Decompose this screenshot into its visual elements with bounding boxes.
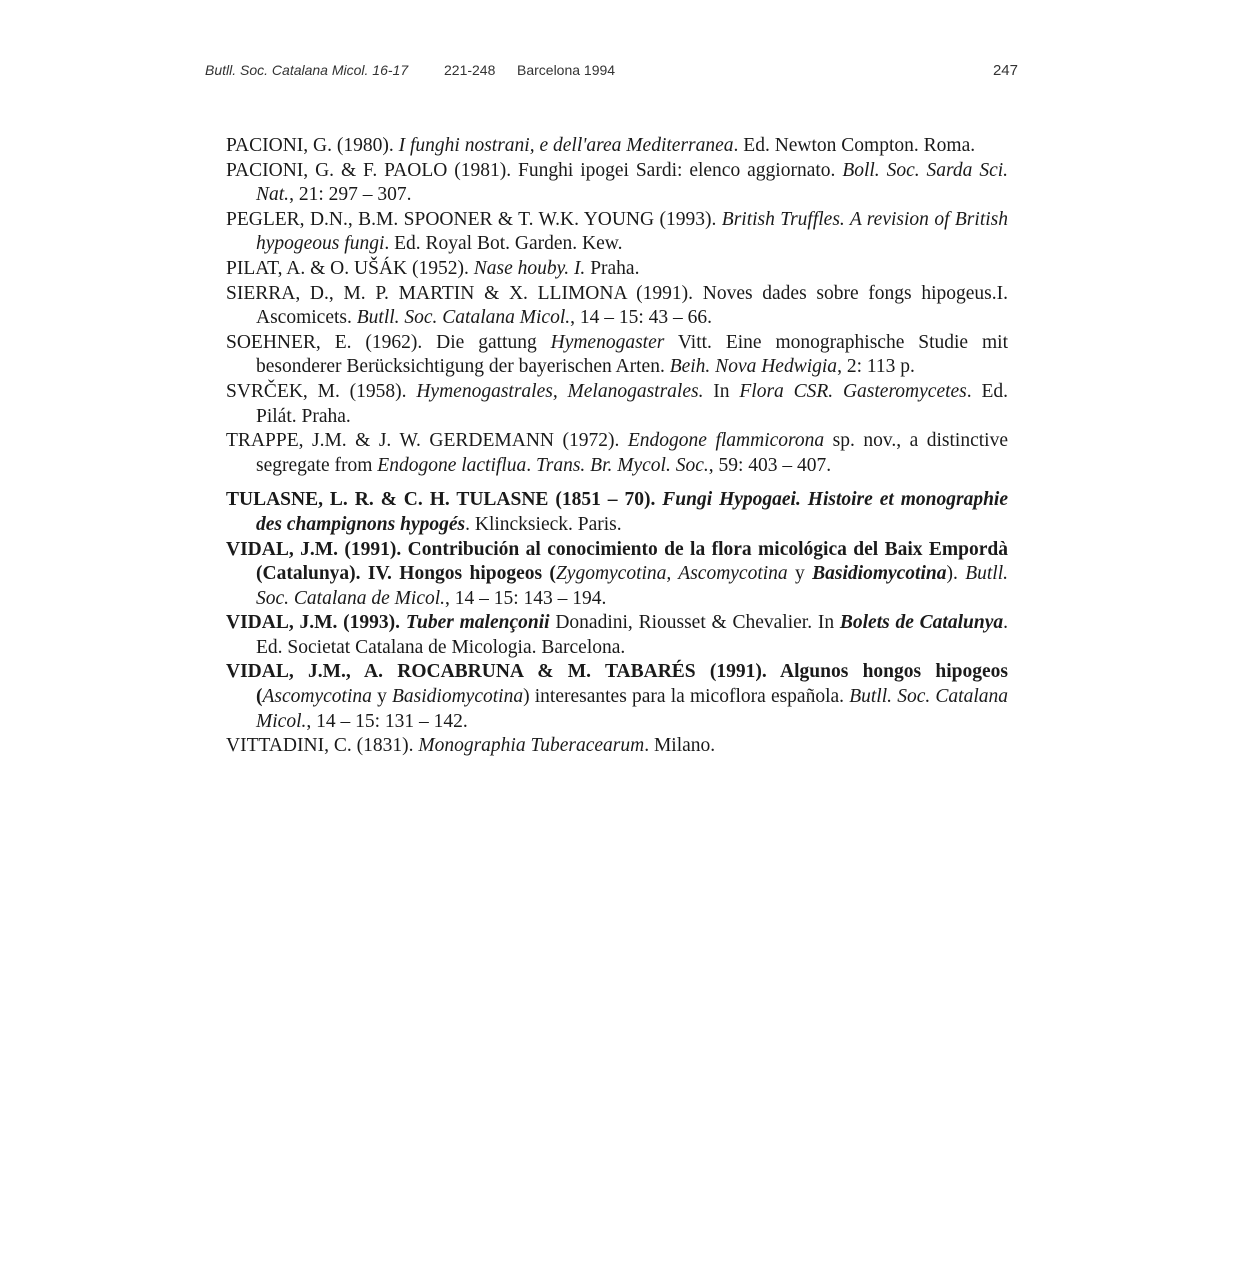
journal-citation: Butll. Soc. Catalana Micol. 16-17 bbox=[205, 62, 409, 78]
reference-entry: VIDAL, J.M., A. ROCABRUNA & M. TABARÉS (1991). Algunos hongos hipogeos (Ascomycotina y Basidiomycotina) interesantes para la micoflora española. Butll. Soc. Catalana Micol., 14 – 15: 131 – 142. bbox=[226, 661, 1008, 732]
place-year: Barcelona 1994 bbox=[517, 62, 616, 78]
reference-entry: SVRČEK, M. (1958). Hymenogastrales, Melanogastrales. In Flora CSR. Gasteromycetes. Ed. Pilát. Praha. bbox=[226, 380, 1009, 427]
reference-entry: TRAPPE, J.M. & J. W. GERDEMANN (1972). Endogone flammicorona sp. nov., a distinctive segregate from Endogone lactiflua. Trans. Br. Mycol. Soc., 59: 403 – 407. bbox=[226, 430, 1008, 476]
reference-entry: TULASNE, L. R. & C. H. TULASNE (1851 – 70). Fungi Hypogaei. Histoire et monographie des champignons hypogés. Klincksieck. Paris. bbox=[226, 489, 1008, 535]
page-number: 247 bbox=[992, 62, 1018, 79]
reference-entry: SIERRA, D., M. P. MARTIN & X. LLIMONA (1991). Noves dades sobre fongs hipogeus.I. Ascomicets. Butll. Soc. Catalana Micol., 14 – 15: 43 – 66. bbox=[226, 282, 1009, 329]
page-range: 221-248 bbox=[444, 62, 496, 78]
reference-entry: PACIONI, G. & F. PAOLO (1981). Funghi ipogei Sardi: elenco aggiornato. Boll. Soc. Sarda Sci. Nat., 21: 297 – 307. bbox=[226, 159, 1009, 206]
reference-entry: VITTADINI, C. (1831). Monographia Tuberacearum. Milano. bbox=[226, 735, 716, 757]
reference-entry: PILAT, A. & O. UŠÁK (1952). Nase houby. I. Praha. bbox=[226, 257, 640, 279]
reference-entry: VIDAL, J.M. (1991). Contribución al conocimiento de la flora micológica del Baix Empordà (Catalunya). IV. Hongos hipogeos (Zygomycotina, Ascomycotina y Basidiomycotina). Butll. Soc. Catalana de Micol., 14 – 15: 143 – 194. bbox=[226, 538, 1009, 609]
reference-entry: VIDAL, J.M. (1993). Tuber malençonii Donadini, Riousset & Chevalier. In Bolets de Catalunya. Ed. Societat Catalana de Micologia. Barcelona. bbox=[226, 612, 1008, 658]
reference-entry: SOEHNER, E. (1962). Die gattung Hymenogaster Vitt. Eine monographische Studie mit besonderer Berücksichtigung der bayerischen Arten. Beih. Nova Hedwigia, 2: 113 p. bbox=[226, 331, 1008, 378]
reference-entry: PEGLER, D.N., B.M. SPOONER & T. W.K. YOUNG (1993). British Truffles. A revision of British hypogeous fungi. Ed. Royal Bot. Garden. Kew. bbox=[226, 208, 1008, 255]
reference-entry: PACIONI, G. (1980). I funghi nostrani, e dell'area Mediterranea. Ed. Newton Compton. Roma. bbox=[226, 135, 976, 156]
running-header bbox=[205, 62, 1018, 86]
reference-list bbox=[226, 134, 1008, 759]
